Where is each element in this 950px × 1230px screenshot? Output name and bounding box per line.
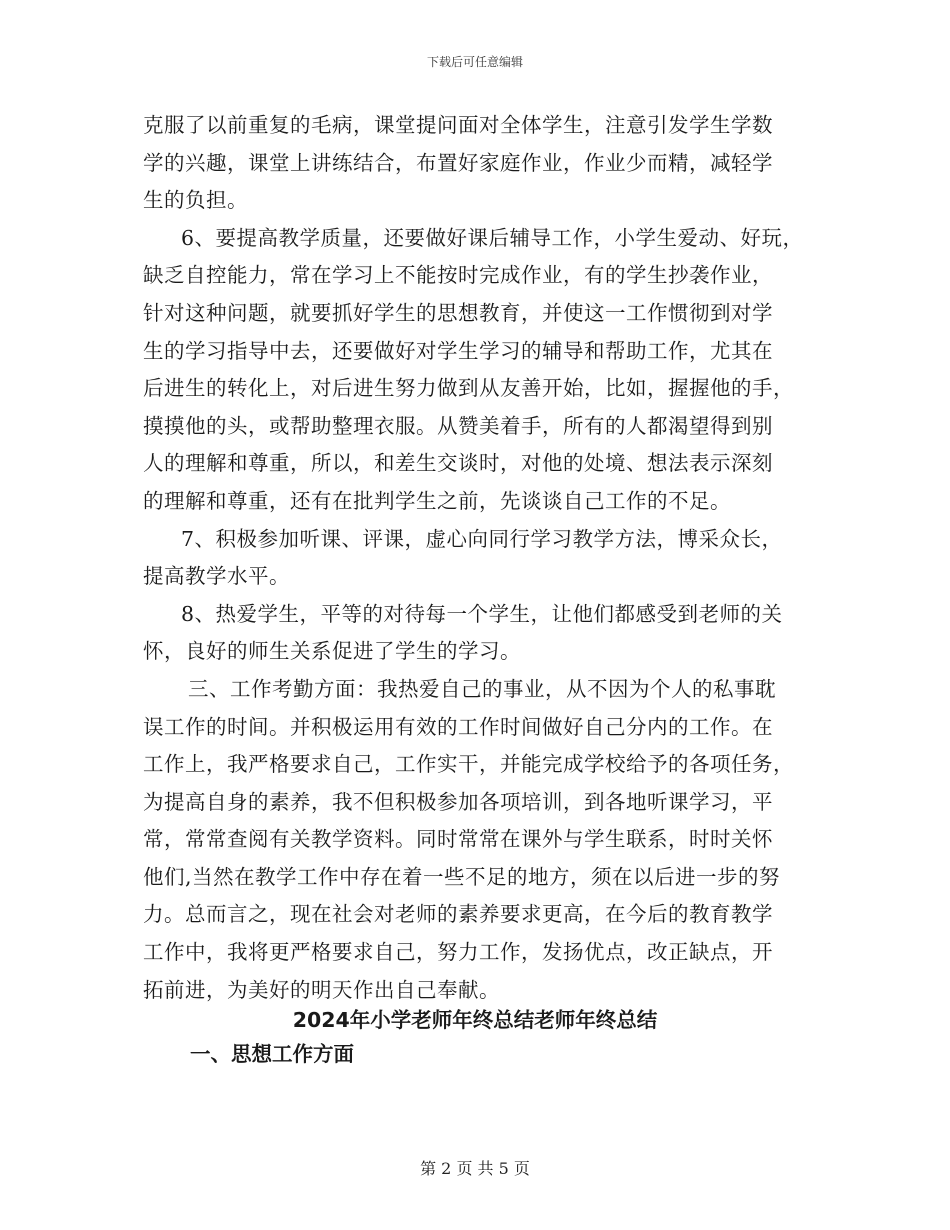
text-line: 提高教学水平。 bbox=[143, 564, 290, 589]
text-line: 误工作的时间。并积极运用有效的工作时间做好自己分内的工作。在 bbox=[143, 714, 773, 739]
text-line: 缺乏自控能力，常在学习上不能按时完成作业，有的学生抄袭作业， bbox=[143, 263, 773, 288]
text-line: 人的理解和尊重，所以，和差生交谈时，对他的处境、想法表示深刻 bbox=[143, 451, 773, 476]
page-footer: 第 2 页 共 5 页 bbox=[420, 1159, 530, 1178]
text-line: 他们,当然在教学工作中存在着一些不足的地方，须在以后进一步的努 bbox=[143, 864, 781, 889]
document-title: 2024年小学老师年终总结老师年终总结 bbox=[292, 1008, 658, 1032]
text-line: 7、积极参加听课、评课，虚心向同行学习教学方法，博采众长， bbox=[181, 526, 783, 551]
text-line: 摸摸他的头，或帮助整理衣服。从赞美着手，所有的人都渴望得到别 bbox=[143, 413, 773, 438]
text-line: 8、热爱学生，平等的对待每一个学生，让他们都感受到老师的关 bbox=[181, 601, 783, 626]
text-line: 生的学习指导中去，还要做好对学生学习的辅导和帮助工作，尤其在 bbox=[143, 338, 773, 363]
text-line: 针对这种问题，就要抓好学生的思想教育，并使这一工作惯彻到对学 bbox=[143, 300, 773, 325]
text-line: 学的兴趣，课堂上讲练结合，布置好家庭作业，作业少而精，减轻学 bbox=[143, 150, 773, 175]
section-heading: 一、思想工作方面 bbox=[190, 1042, 354, 1066]
text-line: 生的负担。 bbox=[143, 188, 248, 213]
text-line: 拓前进，为美好的明天作出自己奉献。 bbox=[143, 977, 500, 1002]
text-line: 后进生的转化上，对后进生努力做到从友善开始，比如，握握他的手， bbox=[143, 376, 794, 401]
text-line: 为提高自身的素养，我不但积极参加各项培训，到各地听课学习，平 bbox=[143, 789, 773, 814]
text-line: 怀，良好的师生关系促进了学生的学习。 bbox=[143, 639, 521, 664]
text-line: 工作中，我将更严格要求自己，努力工作，发扬优点，改正缺点，开 bbox=[143, 940, 773, 965]
text-line: 力。总而言之，现在社会对老师的素养要求更高，在今后的教育教学 bbox=[143, 902, 773, 927]
text-line: 6、要提高教学质量，还要做好课后辅导工作，小学生爱动、好玩， bbox=[181, 225, 804, 250]
text-line: 克服了以前重复的毛病，课堂提问面对全体学生，注意引发学生学数 bbox=[143, 113, 773, 137]
text-line: 工作上，我严格要求自己，工作实干，并能完成学校给予的各项任务， bbox=[143, 752, 794, 777]
text-line: 三、工作考勤方面：我热爱自己的事业，从不因为个人的私事耽 bbox=[188, 676, 776, 701]
text-line: 常，常常查阅有关教学资料。同时常常在课外与学生联系，时时关怀 bbox=[143, 827, 773, 852]
text-line: 的理解和尊重，还有在批判学生之前，先谈谈自己工作的不足。 bbox=[143, 488, 731, 513]
page-header-note: 下载后可任意编辑 bbox=[426, 55, 523, 69]
body-text bbox=[143, 107, 823, 1009]
